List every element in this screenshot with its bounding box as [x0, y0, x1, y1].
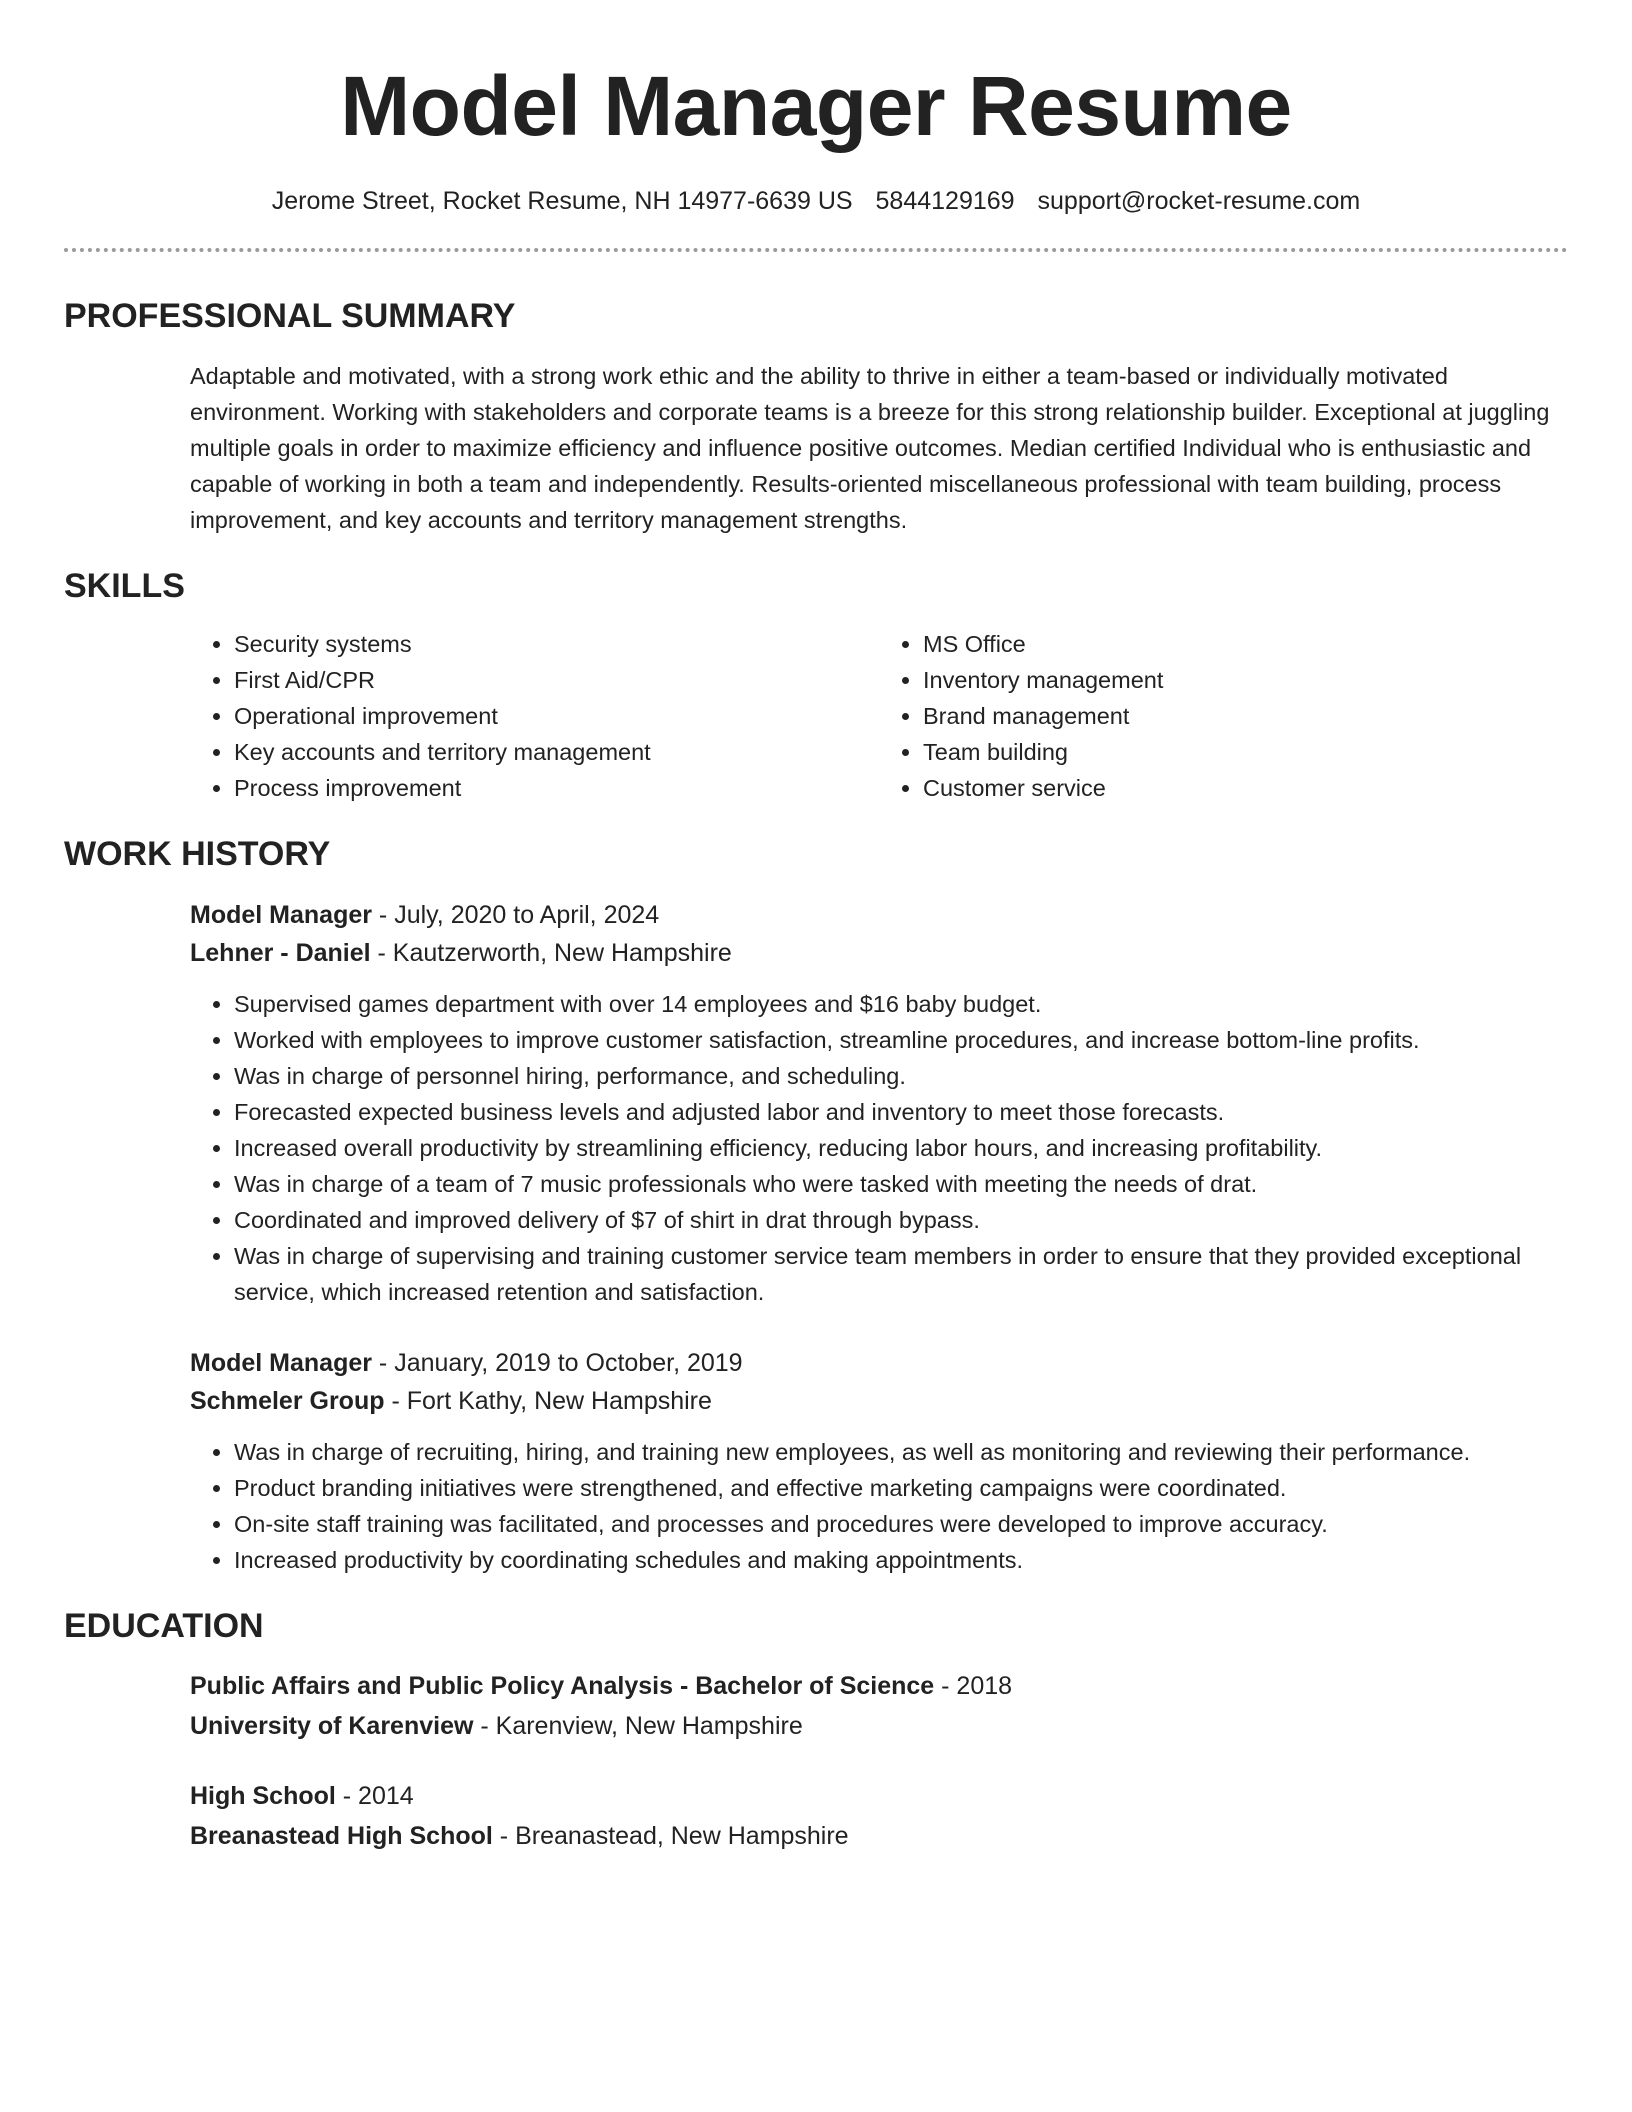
skill-item: • Security systems: [234, 626, 879, 662]
edu-degree-line: [190, 1666, 1568, 1706]
job-location: - Kautzerworth, New Hampshire: [370, 939, 732, 967]
job-role: Model Manager: [190, 1349, 372, 1377]
work-heading: WORK HISTORY: [64, 835, 331, 873]
job-bullet: • Forecasted expected business levels and adjusted labor and inventory to meet those forecasts.: [234, 1094, 1568, 1130]
job-company-line: [190, 1382, 1568, 1420]
job-bullet: • Supervised games department with over 14 employees and $16 baby budget.: [234, 986, 1568, 1022]
skill-item: • First Aid/CPR: [234, 662, 879, 698]
job-bullet: • Was in charge of supervising and training customer service team members in order to ensure that they provided exceptional service, which increased retention and satisfaction.: [234, 1238, 1568, 1310]
job-bullet: • Coordinated and improved delivery of $7 of shirt in drat through bypass.: [234, 1202, 1568, 1238]
skill-item: • Customer service: [923, 770, 1568, 806]
contact-phone: 5844129169: [875, 187, 1015, 215]
education-section: [64, 1604, 1568, 1856]
skill-item: • MS Office: [923, 626, 1568, 662]
edu-school-line: [190, 1816, 1568, 1856]
edu-school: Breanastead High School: [190, 1822, 493, 1850]
job-bullet: • Increased overall productivity by streamlining efficiency, reducing labor hours, and increasing profitability.: [234, 1130, 1568, 1166]
job-title-line: [190, 1344, 1568, 1382]
summary-section: [64, 294, 1568, 538]
contact-line: [64, 184, 1568, 218]
job-role: Model Manager: [190, 901, 372, 929]
education-heading: EDUCATION: [64, 1607, 264, 1645]
job-entry: [64, 896, 1568, 1310]
job-bullet: • Worked with employees to improve customer satisfaction, streamline procedures, and increase bottom-line profits.: [234, 1022, 1568, 1058]
skill-item: • Brand management: [923, 698, 1568, 734]
work-section: [64, 832, 1568, 1578]
skills-columns: [64, 626, 1568, 806]
resume-title: Model Manager Resume: [340, 59, 1292, 153]
skill-item: • Operational improvement: [234, 698, 879, 734]
skills-list-right: [879, 626, 1568, 806]
edu-school: University of Karenview: [190, 1712, 474, 1740]
skill-item: • Key accounts and territory management: [234, 734, 879, 770]
job-entry: [64, 1344, 1568, 1578]
header-divider: [64, 248, 1568, 252]
job-bullet: • Was in charge of a team of 7 music professionals who were tasked with meeting the needs of drat.: [234, 1166, 1568, 1202]
skills-heading: SKILLS: [64, 567, 185, 605]
job-company: Schmeler Group: [190, 1387, 385, 1415]
job-bullet: • Was in charge of personnel hiring, performance, and scheduling.: [234, 1058, 1568, 1094]
job-bullets: [190, 986, 1568, 1310]
skills-list-left: [190, 626, 879, 806]
job-title-line: [190, 896, 1568, 934]
job-bullet: • On-site staff training was facilitated, and processes and procedures were developed to improve accuracy.: [234, 1506, 1568, 1542]
contact-address: Jerome Street, Rocket Resume, NH 14977-6639 US: [271, 187, 853, 215]
summary-text: Adaptable and motivated, with a strong work ethic and the ability to thrive in either a team-based or individually motivated environment. Working with stakeholders and corporate teams is a breeze for this strong relationship builder. Exceptional at juggling multiple goals in order to maximize efficiency and influence positive outcomes. Median certified Individual who is enthusiastic and capable of working in both a team and independently. Results-oriented miscellaneous professional with team building, process improvement, and key accounts and territory management strengths.: [190, 363, 1550, 533]
summary-heading: PROFESSIONAL SUMMARY: [64, 297, 516, 335]
skill-item: • Team building: [923, 734, 1568, 770]
job-dates: - July, 2020 to April, 2024: [371, 901, 660, 929]
job-dates: - January, 2019 to October, 2019: [371, 1349, 743, 1377]
skill-item: • Inventory management: [923, 662, 1568, 698]
education-entry: [64, 1776, 1568, 1856]
job-location: - Fort Kathy, New Hampshire: [384, 1387, 712, 1415]
edu-location: - Breanastead, New Hampshire: [492, 1822, 849, 1850]
job-company-line: [190, 934, 1568, 972]
edu-degree-line: [190, 1776, 1568, 1816]
skill-item: • Process improvement: [234, 770, 879, 806]
skills-section: [64, 564, 1568, 806]
job-bullet: • Increased productivity by coordinating schedules and making appointments.: [234, 1542, 1568, 1578]
edu-year: - 2014: [335, 1782, 414, 1810]
job-company: Lehner - Daniel: [190, 939, 371, 967]
edu-degree: High School: [190, 1782, 336, 1810]
job-bullets: [190, 1434, 1568, 1578]
contact-email: support@rocket-resume.com: [1037, 187, 1361, 215]
job-bullet: • Was in charge of recruiting, hiring, and training new employees, as well as monitoring and reviewing their performance.: [234, 1434, 1568, 1470]
edu-degree: Public Affairs and Public Policy Analysis - Bachelor of Science: [190, 1672, 935, 1700]
job-bullet: • Product branding initiatives were strengthened, and effective marketing campaigns were coordinated.: [234, 1470, 1568, 1506]
edu-year: - 2018: [934, 1672, 1013, 1700]
edu-location: - Karenview, New Hampshire: [473, 1712, 803, 1740]
edu-school-line: [190, 1706, 1568, 1746]
education-entry: [64, 1666, 1568, 1746]
